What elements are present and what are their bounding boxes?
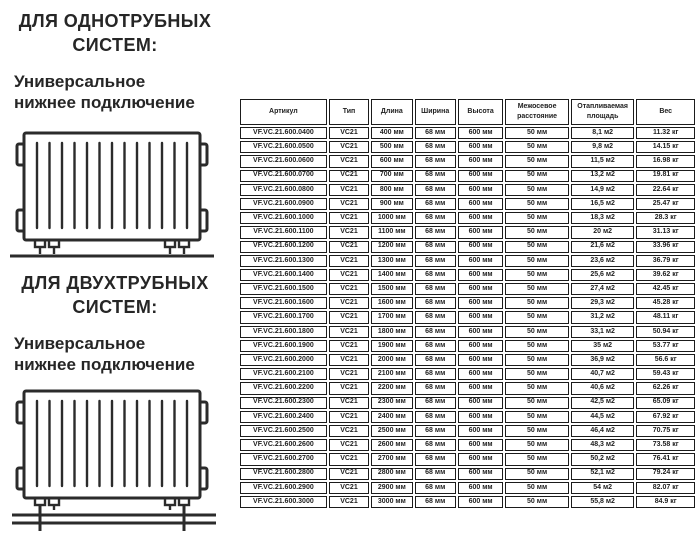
- table-cell: 27,4 м2: [571, 283, 635, 295]
- table-cell: VF.VC.21.600.1700: [240, 311, 327, 323]
- table-cell: 68 мм: [415, 198, 456, 210]
- table-cell: 50 мм: [505, 439, 569, 451]
- table-cell: VF.VC.21.600.0500: [240, 141, 327, 153]
- table-cell: VF.VC.21.600.0700: [240, 170, 327, 182]
- table-cell: 65.09 кг: [636, 397, 695, 409]
- table-cell: 2700 мм: [371, 453, 412, 465]
- table-cell: 50 мм: [505, 482, 569, 494]
- table-cell: 50 мм: [505, 226, 569, 238]
- table-cell: 2800 мм: [371, 468, 412, 480]
- table-cell: 31,2 м2: [571, 311, 635, 323]
- table-cell: 400 мм: [371, 127, 412, 139]
- table-cell: 68 мм: [415, 482, 456, 494]
- table-cell: VF.VC.21.600.2000: [240, 354, 327, 366]
- table-cell: VC21: [329, 482, 369, 494]
- table-cell: 900 мм: [371, 198, 412, 210]
- table-cell: 500 мм: [371, 141, 412, 153]
- table-cell: VC21: [329, 141, 369, 153]
- table-cell: 39.62 кг: [636, 269, 695, 281]
- table-cell: 40,7 м2: [571, 368, 635, 380]
- table-cell: 68 мм: [415, 269, 456, 281]
- table-row: [240, 468, 695, 480]
- table-row: [240, 198, 695, 210]
- two-pipe-subheading: Универсальное нижнее подключение: [14, 333, 195, 375]
- table-row: [240, 212, 695, 224]
- table-cell: 8,1 м2: [571, 127, 635, 139]
- table-cell: 1400 мм: [371, 269, 412, 281]
- table-cell: 68 мм: [415, 453, 456, 465]
- table-row: [240, 269, 695, 281]
- spec-table: [238, 97, 697, 510]
- table-cell: 54 м2: [571, 482, 635, 494]
- table-cell: 1300 мм: [371, 255, 412, 267]
- table-row: [240, 311, 695, 323]
- table-cell: VF.VC.21.600.2300: [240, 397, 327, 409]
- table-cell: 68 мм: [415, 141, 456, 153]
- table-cell: 68 мм: [415, 425, 456, 437]
- table-cell: 50.94 кг: [636, 326, 695, 338]
- table-cell: 2200 мм: [371, 382, 412, 394]
- table-cell: VC21: [329, 326, 369, 338]
- column-header: Тип: [329, 99, 369, 125]
- table-row: [240, 283, 695, 295]
- table-cell: 70.75 кг: [636, 425, 695, 437]
- table-cell: VC21: [329, 255, 369, 267]
- table-cell: 600 мм: [458, 496, 503, 508]
- table-cell: 62.26 кг: [636, 382, 695, 394]
- table-cell: 18,3 м2: [571, 212, 635, 224]
- table-cell: 600 мм: [458, 382, 503, 394]
- table-cell: 50 мм: [505, 141, 569, 153]
- table-cell: VF.VC.21.600.2800: [240, 468, 327, 480]
- table-cell: VF.VC.21.600.0800: [240, 184, 327, 196]
- table-cell: VF.VC.21.600.2700: [240, 453, 327, 465]
- table-cell: VF.VC.21.600.1000: [240, 212, 327, 224]
- table-cell: 68 мм: [415, 468, 456, 480]
- table-row: [240, 170, 695, 182]
- table-cell: 50 мм: [505, 397, 569, 409]
- table-row: [240, 155, 695, 167]
- table-cell: 50 мм: [505, 411, 569, 423]
- table-cell: 67.92 кг: [636, 411, 695, 423]
- table-cell: 68 мм: [415, 170, 456, 182]
- table-cell: 44,5 м2: [571, 411, 635, 423]
- table-cell: VF.VC.21.600.2600: [240, 439, 327, 451]
- radiator-front-view-two-pipe-icon: [10, 385, 218, 535]
- table-cell: 14,9 м2: [571, 184, 635, 196]
- table-cell: 48,3 м2: [571, 439, 635, 451]
- table-row: [240, 397, 695, 409]
- table-cell: 2400 мм: [371, 411, 412, 423]
- table-cell: 50 мм: [505, 212, 569, 224]
- table-cell: 68 мм: [415, 397, 456, 409]
- table-row: [240, 354, 695, 366]
- table-cell: 50 мм: [505, 453, 569, 465]
- table-cell: 48.11 кг: [636, 311, 695, 323]
- table-cell: 50 мм: [505, 155, 569, 167]
- table-cell: 68 мм: [415, 241, 456, 253]
- table-cell: 600 мм: [458, 354, 503, 366]
- table-cell: 1800 мм: [371, 326, 412, 338]
- table-cell: VC21: [329, 212, 369, 224]
- table-row: [240, 326, 695, 338]
- table-row: [240, 411, 695, 423]
- table-cell: 1900 мм: [371, 340, 412, 352]
- table-cell: 55,8 м2: [571, 496, 635, 508]
- table-cell: VC21: [329, 425, 369, 437]
- table-cell: 50 мм: [505, 170, 569, 182]
- table-cell: 50 мм: [505, 269, 569, 281]
- table-cell: 45.28 кг: [636, 297, 695, 309]
- single-pipe-heading: ДЛЯ ОДНОТРУБНЫХ СИСТЕМ:: [18, 11, 212, 55]
- column-header: Артикул: [240, 99, 327, 125]
- table-cell: 29,3 м2: [571, 297, 635, 309]
- table-cell: VF.VC.21.600.2500: [240, 425, 327, 437]
- table-row: [240, 184, 695, 196]
- table-cell: VC21: [329, 453, 369, 465]
- two-pipe-section: [8, 272, 222, 535]
- table-cell: 11,5 м2: [571, 155, 635, 167]
- table-cell: 2100 мм: [371, 368, 412, 380]
- table-cell: VC21: [329, 354, 369, 366]
- table-cell: VC21: [329, 411, 369, 423]
- table-cell: 2600 мм: [371, 439, 412, 451]
- table-cell: 68 мм: [415, 212, 456, 224]
- single-pipe-section: [8, 10, 222, 261]
- table-cell: VF.VC.21.600.1400: [240, 269, 327, 281]
- table-cell: 600 мм: [458, 297, 503, 309]
- table-cell: VF.VC.21.600.2100: [240, 368, 327, 380]
- column-header: Ширина: [415, 99, 456, 125]
- table-cell: 73.58 кг: [636, 439, 695, 451]
- table-cell: 68 мм: [415, 297, 456, 309]
- table-cell: 600 мм: [458, 340, 503, 352]
- table-cell: 600 мм: [458, 482, 503, 494]
- table-row: [240, 241, 695, 253]
- table-cell: VF.VC.21.600.0400: [240, 127, 327, 139]
- table-cell: 600 мм: [458, 368, 503, 380]
- table-cell: 600 мм: [458, 453, 503, 465]
- table-cell: 68 мм: [415, 226, 456, 238]
- table-cell: 50 мм: [505, 241, 569, 253]
- table-cell: 16.98 кг: [636, 155, 695, 167]
- table-cell: VC21: [329, 397, 369, 409]
- table-row: [240, 496, 695, 508]
- table-cell: 600 мм: [458, 241, 503, 253]
- table-cell: 50 мм: [505, 496, 569, 508]
- table-row: [240, 425, 695, 437]
- table-row: [240, 482, 695, 494]
- table-cell: VC21: [329, 283, 369, 295]
- table-cell: 42.45 кг: [636, 283, 695, 295]
- table-cell: 600 мм: [458, 439, 503, 451]
- table-cell: 50,2 м2: [571, 453, 635, 465]
- table-cell: 600 мм: [458, 311, 503, 323]
- table-cell: VF.VC.21.600.1200: [240, 241, 327, 253]
- table-row: [240, 382, 695, 394]
- table-cell: 53.77 кг: [636, 340, 695, 352]
- table-cell: 600 мм: [458, 269, 503, 281]
- table-row: [240, 141, 695, 153]
- table-cell: 68 мм: [415, 382, 456, 394]
- radiator-front-view-single-pipe-icon: [10, 123, 214, 261]
- table-cell: 50 мм: [505, 184, 569, 196]
- table-cell: 600 мм: [458, 212, 503, 224]
- table-cell: 600 мм: [458, 283, 503, 295]
- table-cell: VF.VC.21.600.1800: [240, 326, 327, 338]
- table-cell: 36,9 м2: [571, 354, 635, 366]
- table-cell: VC21: [329, 127, 369, 139]
- table-cell: VF.VC.21.600.3000: [240, 496, 327, 508]
- table-cell: 59.43 кг: [636, 368, 695, 380]
- table-cell: 9,8 м2: [571, 141, 635, 153]
- table-cell: 50 мм: [505, 368, 569, 380]
- table-cell: 13,2 м2: [571, 170, 635, 182]
- table-cell: 1200 мм: [371, 241, 412, 253]
- table-cell: 68 мм: [415, 326, 456, 338]
- table-cell: 35 м2: [571, 340, 635, 352]
- table-cell: 800 мм: [371, 184, 412, 196]
- table-cell: 2000 мм: [371, 354, 412, 366]
- table-cell: 50 мм: [505, 468, 569, 480]
- table-cell: 68 мм: [415, 283, 456, 295]
- column-header: Межосевое расстояние: [505, 99, 569, 125]
- table-cell: 79.24 кг: [636, 468, 695, 480]
- table-cell: VC21: [329, 382, 369, 394]
- table-cell: 50 мм: [505, 255, 569, 267]
- table-cell: 50 мм: [505, 311, 569, 323]
- spec-table-head-row: [240, 99, 695, 125]
- table-cell: 600 мм: [458, 397, 503, 409]
- table-row: [240, 439, 695, 451]
- table-cell: 50 мм: [505, 198, 569, 210]
- table-cell: 600 мм: [458, 184, 503, 196]
- table-cell: 20 м2: [571, 226, 635, 238]
- table-cell: VC21: [329, 198, 369, 210]
- table-cell: 2300 мм: [371, 397, 412, 409]
- table-cell: 21,6 м2: [571, 241, 635, 253]
- table-cell: 42,5 м2: [571, 397, 635, 409]
- table-cell: VC21: [329, 226, 369, 238]
- table-cell: 22.64 кг: [636, 184, 695, 196]
- table-cell: 68 мм: [415, 340, 456, 352]
- table-cell: 33,1 м2: [571, 326, 635, 338]
- table-cell: VF.VC.21.600.0600: [240, 155, 327, 167]
- table-cell: VC21: [329, 297, 369, 309]
- table-cell: 600 мм: [458, 141, 503, 153]
- table-cell: 16,5 м2: [571, 198, 635, 210]
- column-header: Отапливаемая площадь: [571, 99, 635, 125]
- two-pipe-heading: ДЛЯ ДВУХТРУБНЫХ СИСТЕМ:: [21, 273, 209, 317]
- table-cell: 50 мм: [505, 283, 569, 295]
- table-cell: 600 мм: [458, 155, 503, 167]
- table-cell: 1100 мм: [371, 226, 412, 238]
- table-cell: 68 мм: [415, 311, 456, 323]
- table-cell: 68 мм: [415, 411, 456, 423]
- table-cell: VC21: [329, 368, 369, 380]
- table-cell: 600 мм: [458, 255, 503, 267]
- table-cell: 68 мм: [415, 155, 456, 167]
- column-header: Высота: [458, 99, 503, 125]
- table-cell: VF.VC.21.600.2200: [240, 382, 327, 394]
- table-cell: 19.81 кг: [636, 170, 695, 182]
- table-cell: VC21: [329, 170, 369, 182]
- table-cell: 2500 мм: [371, 425, 412, 437]
- table-cell: 600 мм: [458, 127, 503, 139]
- table-cell: 33.96 кг: [636, 241, 695, 253]
- table-cell: VC21: [329, 184, 369, 196]
- table-cell: 50 мм: [505, 354, 569, 366]
- table-cell: 50 мм: [505, 326, 569, 338]
- table-cell: 1600 мм: [371, 297, 412, 309]
- table-cell: 50 мм: [505, 297, 569, 309]
- table-cell: VF.VC.21.600.0900: [240, 198, 327, 210]
- table-cell: 600 мм: [458, 468, 503, 480]
- table-cell: VF.VC.21.600.1500: [240, 283, 327, 295]
- table-cell: 56.6 кг: [636, 354, 695, 366]
- table-cell: 1700 мм: [371, 311, 412, 323]
- table-cell: 36.79 кг: [636, 255, 695, 267]
- table-row: [240, 226, 695, 238]
- table-cell: 14.15 кг: [636, 141, 695, 153]
- table-cell: 600 мм: [458, 411, 503, 423]
- table-cell: 2900 мм: [371, 482, 412, 494]
- table-cell: 3000 мм: [371, 496, 412, 508]
- table-cell: 68 мм: [415, 184, 456, 196]
- table-cell: 1000 мм: [371, 212, 412, 224]
- table-cell: 68 мм: [415, 496, 456, 508]
- table-cell: 11.32 кг: [636, 127, 695, 139]
- column-header: Вес: [636, 99, 695, 125]
- table-row: [240, 297, 695, 309]
- table-cell: 50 мм: [505, 425, 569, 437]
- table-cell: VC21: [329, 311, 369, 323]
- table-cell: 68 мм: [415, 127, 456, 139]
- table-cell: 28.3 кг: [636, 212, 695, 224]
- spec-table-body: [240, 127, 695, 508]
- table-cell: 700 мм: [371, 170, 412, 182]
- table-cell: 600 мм: [458, 326, 503, 338]
- table-cell: VF.VC.21.600.1600: [240, 297, 327, 309]
- table-cell: VC21: [329, 439, 369, 451]
- table-cell: VC21: [329, 241, 369, 253]
- column-header: Длина: [371, 99, 412, 125]
- table-cell: VF.VC.21.600.1300: [240, 255, 327, 267]
- table-row: [240, 340, 695, 352]
- table-cell: 23,6 м2: [571, 255, 635, 267]
- table-cell: 50 мм: [505, 382, 569, 394]
- table-cell: 31.13 кг: [636, 226, 695, 238]
- table-cell: 68 мм: [415, 368, 456, 380]
- table-cell: 25.47 кг: [636, 198, 695, 210]
- table-cell: 46,4 м2: [571, 425, 635, 437]
- table-cell: 40,6 м2: [571, 382, 635, 394]
- table-cell: 600 мм: [458, 170, 503, 182]
- table-cell: 50 мм: [505, 127, 569, 139]
- table-cell: 1500 мм: [371, 283, 412, 295]
- table-row: [240, 255, 695, 267]
- table-cell: VC21: [329, 155, 369, 167]
- table-cell: VC21: [329, 468, 369, 480]
- table-cell: 50 мм: [505, 340, 569, 352]
- table-cell: VF.VC.21.600.2900: [240, 482, 327, 494]
- table-cell: 600 мм: [458, 226, 503, 238]
- table-cell: VC21: [329, 496, 369, 508]
- table-row: [240, 127, 695, 139]
- table-cell: 84.9 кг: [636, 496, 695, 508]
- table-cell: 68 мм: [415, 255, 456, 267]
- table-cell: 600 мм: [371, 155, 412, 167]
- table-cell: 82.07 кг: [636, 482, 695, 494]
- table-cell: 68 мм: [415, 439, 456, 451]
- table-cell: 25,6 м2: [571, 269, 635, 281]
- table-cell: 68 мм: [415, 354, 456, 366]
- table-cell: VC21: [329, 340, 369, 352]
- table-cell: 600 мм: [458, 198, 503, 210]
- table-row: [240, 368, 695, 380]
- table-cell: VF.VC.21.600.1100: [240, 226, 327, 238]
- table-row: [240, 453, 695, 465]
- table-cell: VF.VC.21.600.2400: [240, 411, 327, 423]
- table-cell: 76.41 кг: [636, 453, 695, 465]
- spec-table-container: [238, 97, 697, 510]
- table-cell: 600 мм: [458, 425, 503, 437]
- table-cell: VF.VC.21.600.1900: [240, 340, 327, 352]
- single-pipe-subheading: Универсальное нижнее подключение: [14, 71, 195, 113]
- table-cell: 52,1 м2: [571, 468, 635, 480]
- table-cell: VC21: [329, 269, 369, 281]
